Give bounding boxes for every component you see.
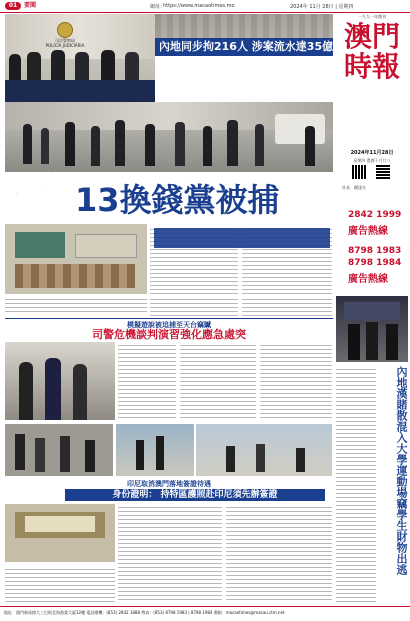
top-bar xyxy=(0,0,410,13)
story3-kicker: 印尼取消澳門落地簽證待遇 xyxy=(127,480,211,488)
story3-header xyxy=(5,480,333,502)
story2-photo-officers xyxy=(5,342,115,420)
main-headline-part1: 清蟻 xyxy=(13,171,61,199)
story3-headline: 身份證明： 持特區護照赴印尼須先辦簽證 xyxy=(112,490,278,500)
seized-caption xyxy=(5,296,147,312)
story2-kicker: 模擬遊說被追捕至天台竊贓 xyxy=(127,321,211,329)
story1-highlight-box xyxy=(154,228,330,248)
phone-ad-2-number: 8798 1983 xyxy=(348,246,402,256)
press-conference-photo xyxy=(5,14,155,102)
story3-body-1 xyxy=(118,504,222,602)
story3-photo-office xyxy=(5,504,115,562)
footer-text: 地址：澳門新馬路大三巴街北海漁業大廈12樓 電話總機：(853) 2842 1888 傳真：(853) 8798 1983 | 8798 1984 郵箱：macaotimes@macau.ctm.net xyxy=(4,610,285,615)
issue-date: 2024年 11月 28日 | 星期四 xyxy=(290,4,354,10)
phone-ad-3-number: 8798 1984 xyxy=(348,258,402,268)
story4-vertical-headline: 內地漢賭散混入大學運動場竊學生財物出逃 xyxy=(395,366,408,575)
story2-body-1 xyxy=(118,342,176,420)
qr-code[interactable] xyxy=(352,165,366,179)
editor-label: 社長：楊達夫 xyxy=(342,185,366,190)
section-label: 要聞 xyxy=(24,2,37,9)
story2-header xyxy=(5,318,333,341)
masthead-small-top: 一九九一年創刊 xyxy=(358,14,386,19)
masthead xyxy=(336,14,408,182)
story4-body xyxy=(336,366,376,602)
story3-caption xyxy=(5,566,115,602)
main-headline-part3: 13換錢黨被捕 xyxy=(75,181,280,219)
seized-items-photo xyxy=(5,224,147,294)
story2-photo-drill xyxy=(5,424,113,476)
story3-body-2 xyxy=(226,504,332,602)
story2-body-3 xyxy=(260,342,332,420)
phone-ad-1-number: 2842 1999 xyxy=(348,210,402,220)
story2-body-2 xyxy=(180,342,256,420)
main-headline xyxy=(5,172,333,224)
arrest-photo-street xyxy=(5,102,333,172)
pj-sign-text: 司法警察局 POLÍCIA JUDICIÁRIA xyxy=(45,38,85,48)
story2-photo-rooftop-1 xyxy=(116,424,194,476)
arrest-photo-top xyxy=(155,14,333,38)
qr-code-2[interactable] xyxy=(376,165,390,179)
price-row xyxy=(336,182,408,194)
headline-banner-text: 內地同步拘216人 涉案流水達35億 xyxy=(159,40,334,53)
footer xyxy=(0,606,410,621)
phone-ads xyxy=(336,210,408,290)
page-badge: 01 xyxy=(5,2,21,10)
masthead-date-box: 2024年11月28日 xyxy=(350,150,394,156)
website-label: 網址： xyxy=(150,4,166,10)
story1-body-right xyxy=(242,296,332,316)
masthead-title: 澳門時報 xyxy=(343,20,400,83)
phone-ad-3-label: 廣告熱線 xyxy=(348,274,388,285)
main-headline-part2: 持續 xyxy=(13,195,61,223)
story2-headline: 司警危機談判演習強化應急處突 xyxy=(92,328,246,341)
website-url[interactable]: https://www.macaotimes.mo xyxy=(163,3,235,9)
story1-body-left2 xyxy=(150,296,238,316)
story2-photo-rooftop-2 xyxy=(196,424,332,476)
pj-logo xyxy=(57,22,73,38)
phone-ad-1-label: 廣告熱線 xyxy=(348,226,388,237)
masthead-weekday: 星期四 農曆十月廿八 xyxy=(353,158,391,163)
story4-photo xyxy=(336,296,408,362)
headline-banner xyxy=(155,38,333,56)
